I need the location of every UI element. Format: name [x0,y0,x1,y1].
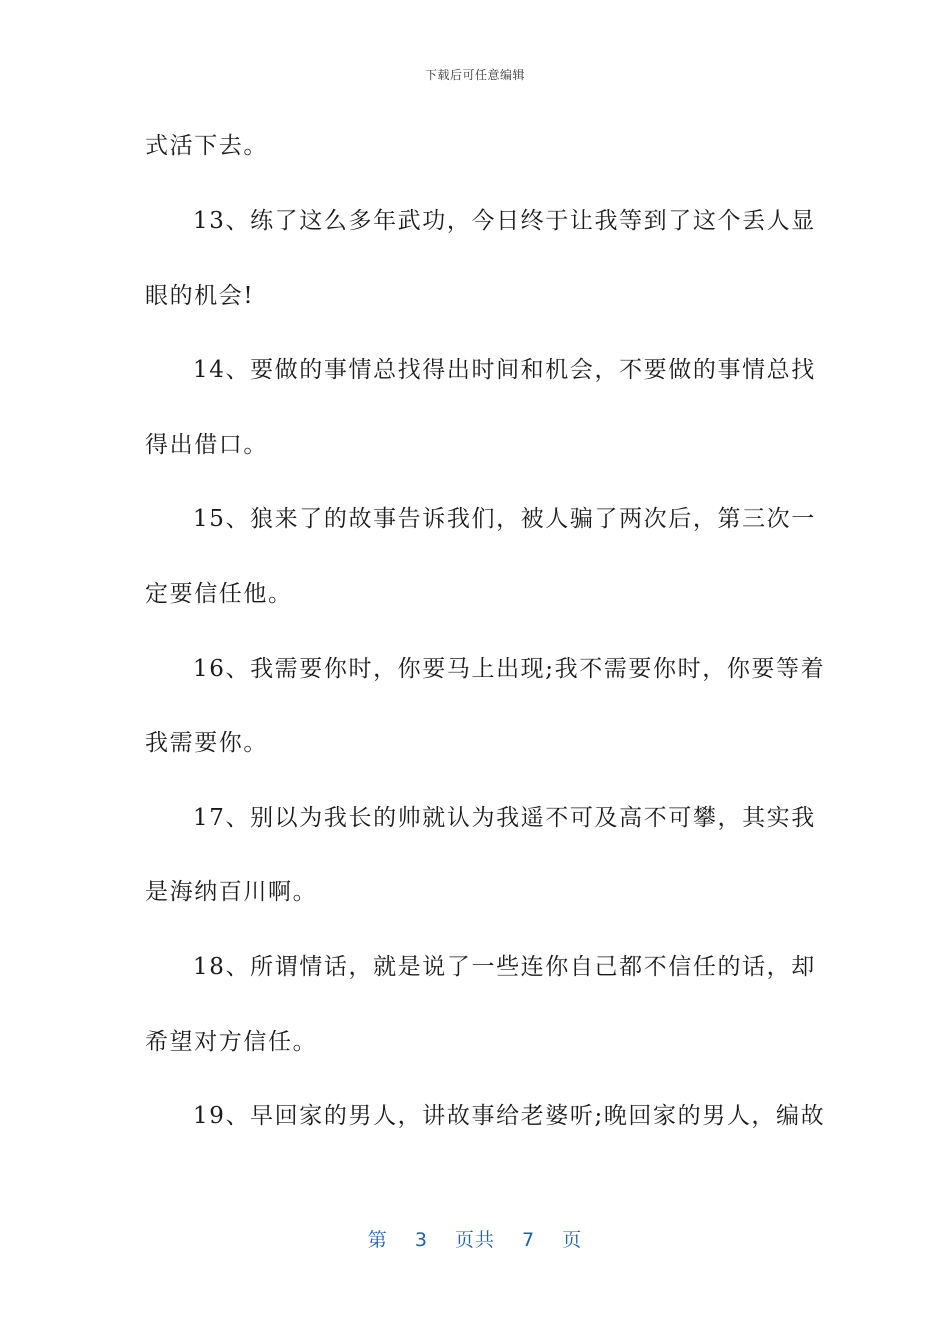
body-line: 希望对方信任。 [145,1029,318,1055]
body-line: 得出借口。 [145,432,268,458]
body-line: 13、练了这么多年武功，今日终于让我等到了这个丢人显 [193,208,816,234]
page-footer [0,1225,950,1252]
page-total-number: 7 [522,1229,536,1251]
header-note: 下载后可任意编辑 [424,68,525,82]
body-line: 17、别以为我长的帅就认为我遥不可及高不可攀，其实我 [193,805,816,831]
body-line: 定要信任他。 [145,581,293,607]
page-label-mid: 页共 [454,1229,495,1251]
body-line: 我需要你。 [145,730,268,756]
page-current-number: 3 [414,1229,428,1251]
body-line: 16、我需要你时，你要马上出现;我不需要你时，你要等着 [193,656,826,682]
body-line: 18、所谓情话，就是说了一些连你自己都不信任的话，却 [193,954,816,980]
page-label-prefix: 第 [367,1229,388,1251]
body-line: 14、要做的事情总找得出时间和机会，不要做的事情总找 [193,357,816,383]
body-line: 15、狼来了的故事告诉我们，被人骗了两次后，第三次一 [193,506,816,532]
body-line: 19、早回家的男人，讲故事给老婆听;晚回家的男人，编故 [193,1103,826,1129]
body-line: 眼的机会! [145,283,255,309]
body-line: 是海纳百川啊。 [145,879,318,905]
body-line: 式活下去。 [145,133,268,159]
page-label-suffix: 页 [562,1229,583,1251]
